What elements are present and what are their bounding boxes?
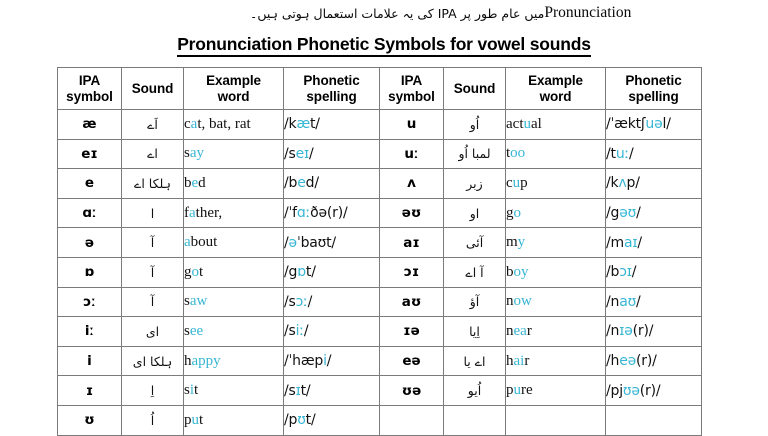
cell-ipa-symbol-left: ɑː — [58, 198, 122, 228]
cell-ipa-symbol-left: i — [58, 346, 122, 376]
cell-sound-right: او — [444, 198, 506, 228]
cell-example-word-right: pure — [506, 376, 606, 406]
table-row — [58, 376, 702, 406]
table-header — [58, 68, 702, 110]
cell-example-word-left: say — [184, 139, 284, 169]
cell-phonetic-spelling-right: /maɪ/ — [606, 228, 702, 258]
cell-sound-left: آ — [122, 228, 184, 258]
highlighted-phoneme: ɔː — [295, 293, 308, 310]
cell-ipa-symbol-right: əʊ — [380, 198, 444, 228]
cell-sound-left: ہلکا اے — [122, 169, 184, 199]
cell-example-word-right: now — [506, 287, 606, 317]
highlighted-vowel: y — [517, 234, 526, 251]
intro-line — [250, 2, 756, 24]
column-header-line: spelling — [628, 88, 679, 104]
column-header-4 — [380, 68, 444, 110]
cell-sound-right: آئی — [444, 228, 506, 258]
column-header-0 — [58, 68, 122, 110]
table-row — [58, 287, 702, 317]
highlighted-vowel: ea — [513, 322, 527, 339]
cell-example-word-left: father, — [184, 198, 284, 228]
cell-phonetic-spelling-right: /gəʊ/ — [606, 198, 702, 228]
cell-ipa-symbol-right: uː — [380, 139, 444, 169]
cell-ipa-symbol-left: ə — [58, 228, 122, 258]
cell-ipa-symbol-right: ɪə — [380, 317, 444, 347]
cell-sound-left: آ — [122, 257, 184, 287]
table-row — [58, 257, 702, 287]
cell-phonetic-spelling-left: /sɔː/ — [284, 287, 380, 317]
header-row — [58, 68, 702, 110]
cell-example-word-right: go — [506, 198, 606, 228]
cell-phonetic-spelling-left: /ˈfɑːðə(r)/ — [284, 198, 380, 228]
column-header-5 — [444, 68, 506, 110]
highlighted-phoneme: uə — [645, 116, 663, 133]
cell-phonetic-spelling-left: /əˈbaʊt/ — [284, 228, 380, 258]
cell-phonetic-spelling-right: /tuː/ — [606, 139, 702, 169]
cell-ipa-symbol-left: e — [58, 169, 122, 199]
cell-phonetic-spelling-left: /seɪ/ — [284, 139, 380, 169]
column-header-7 — [606, 68, 702, 110]
highlighted-phoneme: ə — [288, 234, 297, 251]
column-header-line: Sound — [453, 80, 496, 96]
highlighted-phoneme: iː — [295, 323, 304, 340]
cell-sound-left: اُ — [122, 405, 184, 435]
cell-ipa-symbol-right: ʌ — [380, 169, 444, 199]
cell-phonetic-spelling-right: /kʌp/ — [606, 169, 702, 199]
cell-phonetic-spelling-left: /sɪt/ — [284, 376, 380, 406]
highlighted-phoneme: aʊ — [619, 293, 637, 310]
column-header-line: Example — [528, 73, 583, 89]
column-header-line: Phonetic — [303, 73, 360, 89]
cell-ipa-symbol-right: u — [380, 110, 444, 140]
cell-sound-right: اِیا — [444, 317, 506, 347]
cell-ipa-symbol-left: ɒ — [58, 257, 122, 287]
highlighted-vowel: u — [512, 174, 521, 191]
highlighted-phoneme: ʌ — [618, 175, 627, 192]
intro-latin-word: Pronunciation — [544, 4, 632, 21]
column-header-line: symbol — [66, 88, 113, 104]
cell-sound-right: اے یا — [444, 346, 506, 376]
highlighted-vowel: ai — [513, 352, 525, 369]
cell-sound-left: اِ — [122, 376, 184, 406]
cell-example-word-right: near — [506, 317, 606, 347]
cell-sound-left: ہلکا ای — [122, 346, 184, 376]
cell-phonetic-spelling-right: /nɪə(r)/ — [606, 317, 702, 347]
highlighted-vowel: a — [190, 115, 198, 132]
cell-sound-right — [444, 405, 506, 435]
highlighted-vowel: o — [513, 204, 521, 221]
highlighted-vowel: ee — [189, 322, 204, 339]
highlighted-vowel: a — [189, 204, 196, 221]
cell-example-word-right: cup — [506, 169, 606, 199]
cell-ipa-symbol-right: ʊə — [380, 376, 444, 406]
highlighted-phoneme: e — [297, 175, 306, 192]
highlighted-phoneme: ɒ — [297, 264, 306, 281]
highlighted-vowel: ay — [189, 145, 205, 162]
highlighted-phoneme: ʊ — [297, 412, 306, 429]
column-header-1 — [122, 68, 184, 110]
cell-phonetic-spelling-left: /ˈhæpi/ — [284, 346, 380, 376]
cell-ipa-symbol-right: ɔɪ — [380, 257, 444, 287]
page-title — [0, 34, 768, 55]
cell-phonetic-spelling-right: /heə(r)/ — [606, 346, 702, 376]
column-header-6 — [506, 68, 606, 110]
cell-phonetic-spelling-left: /pʊt/ — [284, 405, 380, 435]
cell-example-word-left: put — [184, 405, 284, 435]
highlighted-vowel: aw — [189, 293, 208, 310]
highlighted-vowel: o — [191, 263, 199, 280]
cell-ipa-symbol-left: ɔː — [58, 287, 122, 317]
cell-example-word-left: about — [184, 228, 284, 258]
cell-sound-left: آ — [122, 287, 184, 317]
page-title-text: Pronunciation Phonetic Symbols for vowel sounds — [177, 34, 591, 57]
intro-urdu-text: میں عام طور پر IPA کی یہ علامات استعمال ہوتی ہیں۔ — [250, 5, 545, 21]
cell-sound-right: اُیو — [444, 376, 506, 406]
cell-example-word-left: see — [184, 317, 284, 347]
cell-phonetic-spelling-right: /naʊ/ — [606, 287, 702, 317]
highlighted-vowel: u — [513, 382, 521, 399]
cell-phonetic-spelling-left: /kæt/ — [284, 110, 380, 140]
cell-example-word-left: saw — [184, 287, 284, 317]
column-header-line: Sound — [131, 80, 174, 96]
cell-sound-right: اُو — [444, 110, 506, 140]
cell-sound-right: لمبا اُو — [444, 139, 506, 169]
highlighted-phoneme: i — [323, 353, 327, 370]
cell-phonetic-spelling-right: /ˈæktʃuəl/ — [606, 110, 702, 140]
table-row — [58, 317, 702, 347]
highlighted-phoneme: eə — [619, 353, 637, 370]
vowel-table — [57, 67, 702, 436]
table-row — [58, 405, 702, 435]
cell-phonetic-spelling-right: /pjʊə(r)/ — [606, 376, 702, 406]
cell-example-word-right — [506, 405, 606, 435]
cell-ipa-symbol-right: eə — [380, 346, 444, 376]
cell-ipa-symbol-right: aʊ — [380, 287, 444, 317]
cell-example-word-right: boy — [506, 257, 606, 287]
column-header-3 — [284, 68, 380, 110]
table-row — [58, 346, 702, 376]
cell-phonetic-spelling-right: /bɔɪ/ — [606, 257, 702, 287]
cell-sound-left: ای — [122, 317, 184, 347]
vowel-table-container — [57, 67, 700, 436]
highlighted-vowel: a — [184, 234, 191, 251]
highlighted-vowel: e — [191, 174, 199, 191]
cell-example-word-left: happy — [184, 346, 284, 376]
highlighted-phoneme: ɑː — [296, 205, 311, 222]
cell-ipa-symbol-left: eɪ — [58, 139, 122, 169]
cell-ipa-symbol-left: ʊ — [58, 405, 122, 435]
highlighted-phoneme: ɪ — [295, 382, 301, 399]
cell-sound-right: زبر — [444, 169, 506, 199]
column-header-line: word — [217, 88, 250, 104]
cell-example-word-right: my — [506, 228, 606, 258]
cell-example-word-right: hair — [506, 346, 606, 376]
column-header-line: word — [539, 88, 572, 104]
cell-sound-left: ا — [122, 198, 184, 228]
highlighted-phoneme: ɔɪ — [619, 264, 632, 281]
highlighted-vowel: i — [189, 382, 195, 399]
highlighted-phoneme: əʊ — [619, 205, 637, 222]
highlighted-phoneme: aɪ — [623, 234, 638, 251]
cell-example-word-right: actual — [506, 110, 606, 140]
cell-example-word-right: too — [506, 139, 606, 169]
cell-example-word-left: got — [184, 257, 284, 287]
table-row — [58, 228, 702, 258]
highlighted-phoneme: æ — [296, 116, 310, 133]
cell-ipa-symbol-right — [380, 405, 444, 435]
highlighted-vowel: ow — [513, 293, 532, 310]
column-header-line: symbol — [388, 88, 435, 104]
table-body — [58, 110, 702, 436]
highlighted-phoneme: eɪ — [295, 145, 310, 162]
table-row — [58, 139, 702, 169]
cell-ipa-symbol-right: aɪ — [380, 228, 444, 258]
highlighted-vowel: oo — [510, 145, 526, 162]
highlighted-vowel: oy — [513, 263, 529, 280]
column-header-2 — [184, 68, 284, 110]
column-header-line: spelling — [306, 88, 357, 104]
cell-sound-right: آؤ — [444, 287, 506, 317]
cell-ipa-symbol-left: iː — [58, 317, 122, 347]
cell-sound-left: اے — [122, 139, 184, 169]
cell-phonetic-spelling-left: /gɒt/ — [284, 257, 380, 287]
highlighted-vowel: u — [191, 411, 199, 428]
highlighted-vowel: appy — [191, 352, 221, 369]
column-header-line: IPA — [78, 73, 101, 89]
cell-phonetic-spelling-left: /bed/ — [284, 169, 380, 199]
column-header-line: Phonetic — [625, 73, 682, 89]
cell-example-word-left: bed — [184, 169, 284, 199]
highlighted-phoneme: ɪə — [619, 323, 633, 340]
cell-phonetic-spelling-left: /siː/ — [284, 317, 380, 347]
column-header-line: Example — [206, 73, 261, 89]
highlighted-phoneme: uː — [615, 145, 630, 162]
cell-example-word-left: cat, bat, rat — [184, 110, 284, 140]
cell-ipa-symbol-left: ɪ — [58, 376, 122, 406]
table-row — [58, 110, 702, 140]
column-header-line: IPA — [400, 73, 423, 89]
cell-phonetic-spelling-right — [606, 405, 702, 435]
cell-sound-left: اَے — [122, 110, 184, 140]
highlighted-vowel: u — [523, 115, 531, 132]
cell-example-word-left: sit — [184, 376, 284, 406]
cell-sound-right: آ اے — [444, 257, 506, 287]
table-row — [58, 169, 702, 199]
table-row — [58, 198, 702, 228]
highlighted-phoneme: ʊə — [622, 382, 640, 399]
cell-ipa-symbol-left: æ — [58, 110, 122, 140]
